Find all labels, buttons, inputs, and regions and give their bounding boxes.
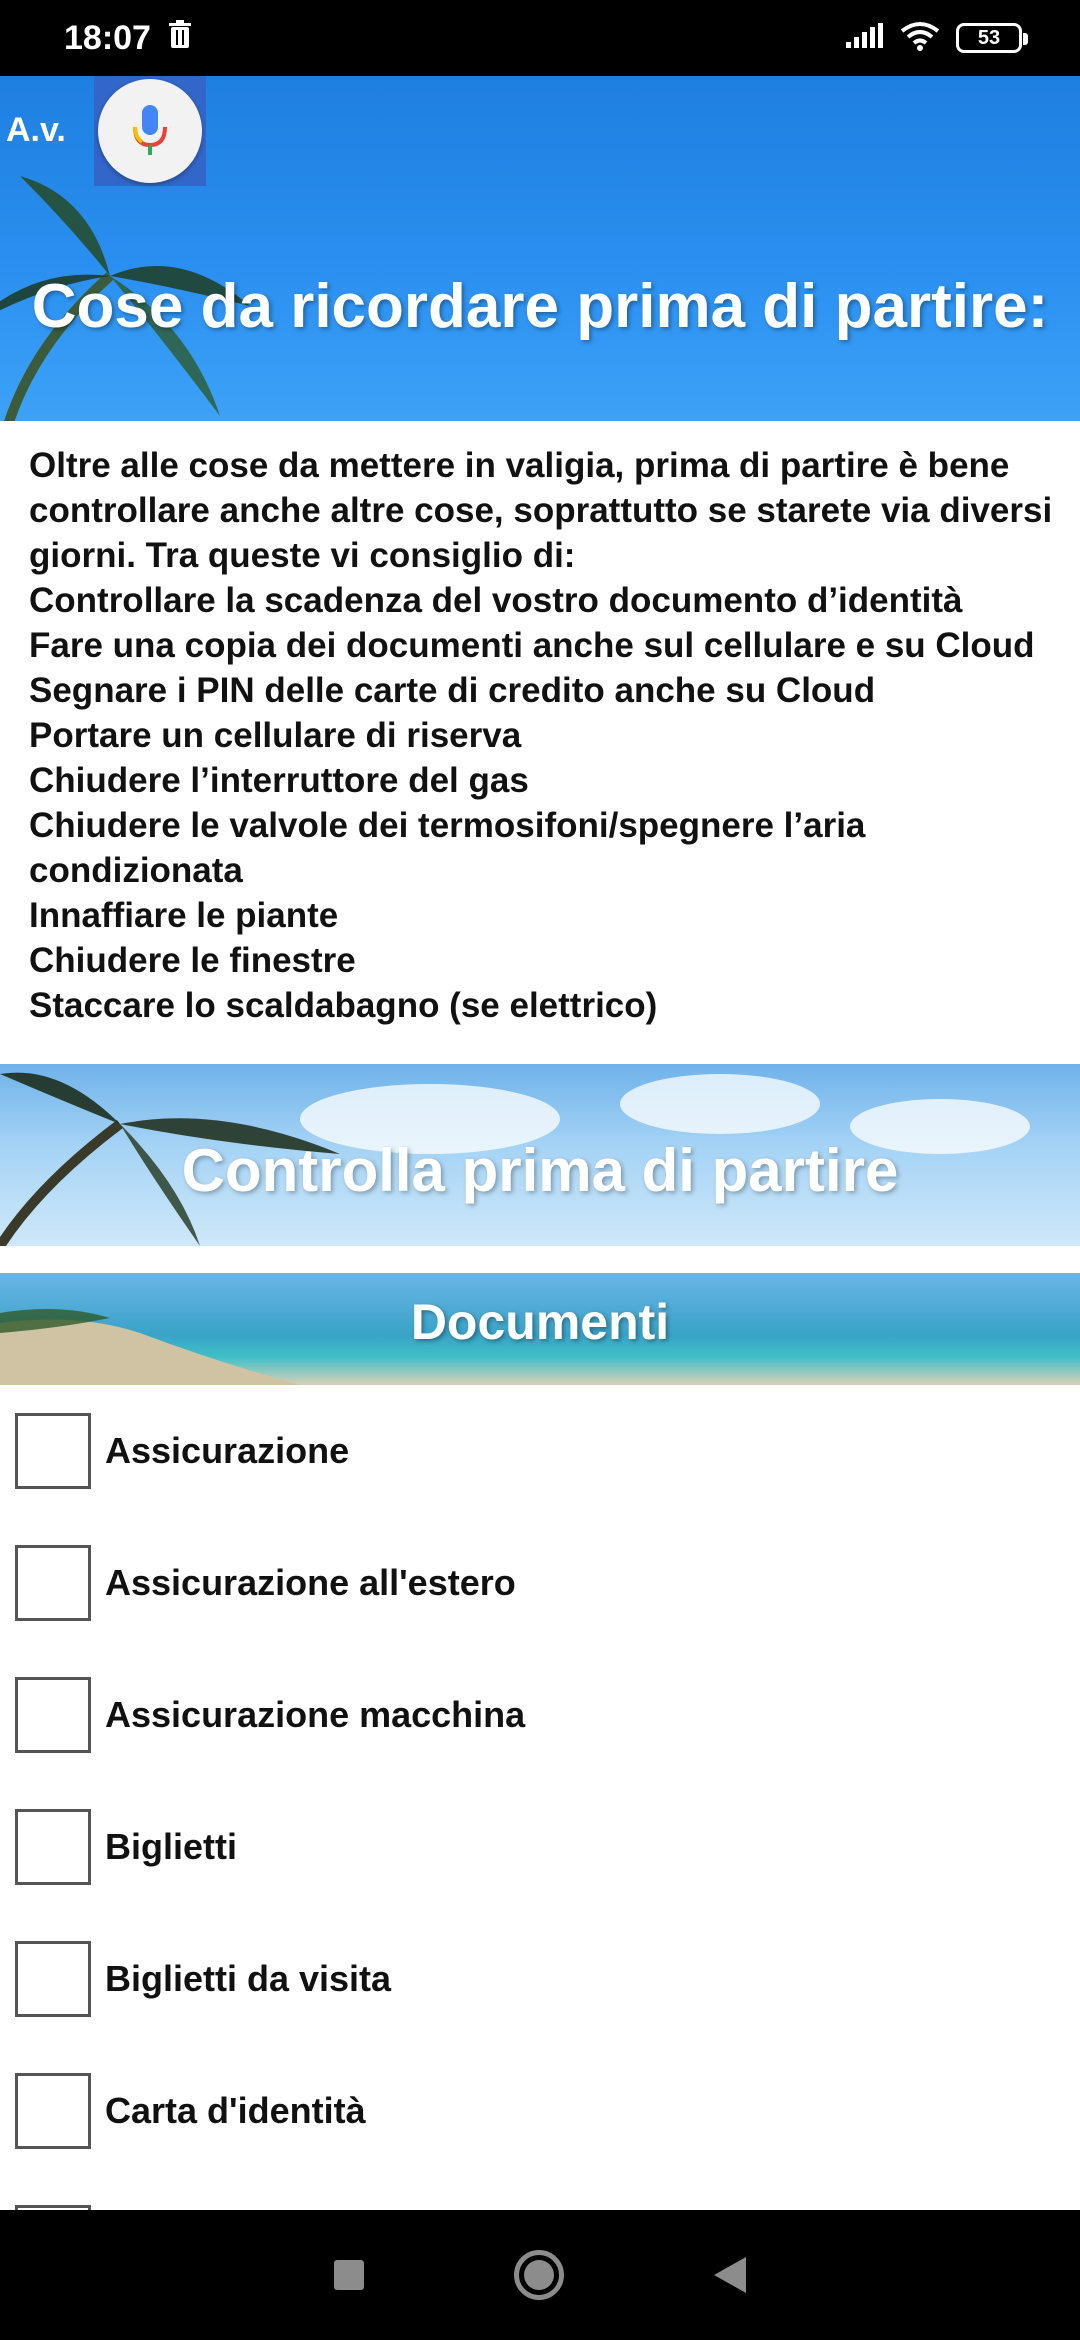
checklist-item-label[interactable]: Biglietti (105, 1826, 237, 1867)
checkbox[interactable] (15, 2073, 91, 2149)
back-icon[interactable] (714, 2257, 746, 2293)
info-line: Fare una copia dei documenti anche sul cellulare e su Cloud (29, 626, 1035, 665)
signal-icon (844, 22, 884, 55)
section-banner (0, 1064, 1080, 1246)
app-label: A.v. (6, 111, 66, 149)
cloud-decoration (620, 1074, 820, 1134)
checklist-item-label[interactable]: Assicurazione all'estero (105, 1562, 516, 1603)
info-line: Oltre alle cose da mettere in valigia, prima di partire è bene controllare anche altre cose, soprattutto se starete via diversi giorni. Tra queste vi consiglio di: (29, 446, 1053, 575)
trash-icon (167, 19, 193, 58)
checkbox[interactable] (15, 1677, 91, 1753)
checklist-item-label[interactable]: Assicurazione macchina (105, 1694, 526, 1735)
info-line: Chiudere le valvole dei termosifoni/spegnere l’aria condizionata (29, 806, 866, 890)
status-bar (0, 0, 1080, 76)
checklist (0, 1385, 1080, 2309)
category-title: Documenti (410, 1294, 670, 1350)
info-line: Chiudere l’interruttore del gas (29, 761, 529, 800)
checklist-item[interactable] (0, 1517, 1080, 1649)
status-right (844, 21, 1022, 56)
voice-search-button[interactable] (94, 76, 206, 186)
info-line: Controllare la scadenza del vostro documento d’identità (29, 581, 963, 620)
info-line: Portare un cellulare di riserva (29, 716, 522, 755)
checklist-item-label[interactable]: Biglietti da visita (105, 1958, 392, 1999)
home-icon[interactable] (514, 2250, 564, 2300)
navigation-bar (0, 2210, 1080, 2340)
info-line: Segnare i PIN delle carte di credito anche su Cloud (29, 671, 876, 710)
category-banner (0, 1273, 1080, 1385)
checklist-item-label[interactable]: Carta d'identità (105, 2090, 366, 2131)
mic-circle[interactable] (98, 79, 202, 183)
info-line: Chiudere le finestre (29, 941, 356, 980)
status-left (64, 19, 193, 58)
checklist-item[interactable] (0, 1781, 1080, 1913)
checklist-item-label[interactable]: Assicurazione (105, 1430, 350, 1471)
microphone-icon (130, 103, 170, 159)
header-banner (0, 76, 1080, 421)
wifi-icon (900, 21, 940, 56)
info-line: Staccare lo scaldabagno (se elettrico) (29, 986, 658, 1025)
page-title: Cose da ricordare prima di partire: (31, 272, 1049, 341)
checkbox[interactable] (15, 1941, 91, 2017)
battery-icon: 53 (956, 23, 1022, 53)
status-time: 18:07 (64, 18, 151, 57)
info-line: Innaffiare le piante (29, 896, 339, 935)
checklist-item[interactable] (0, 1385, 1080, 1517)
checklist-item[interactable] (0, 1913, 1080, 2045)
recent-apps-icon[interactable] (334, 2260, 364, 2290)
section-title: Controlla prima di partire (181, 1137, 899, 1204)
checkbox[interactable] (15, 1809, 91, 1885)
checkbox[interactable] (15, 1413, 91, 1489)
info-text (29, 443, 1069, 1028)
checklist-item[interactable] (0, 2045, 1080, 2177)
checkbox[interactable] (15, 1545, 91, 1621)
checklist-item[interactable] (0, 1649, 1080, 1781)
